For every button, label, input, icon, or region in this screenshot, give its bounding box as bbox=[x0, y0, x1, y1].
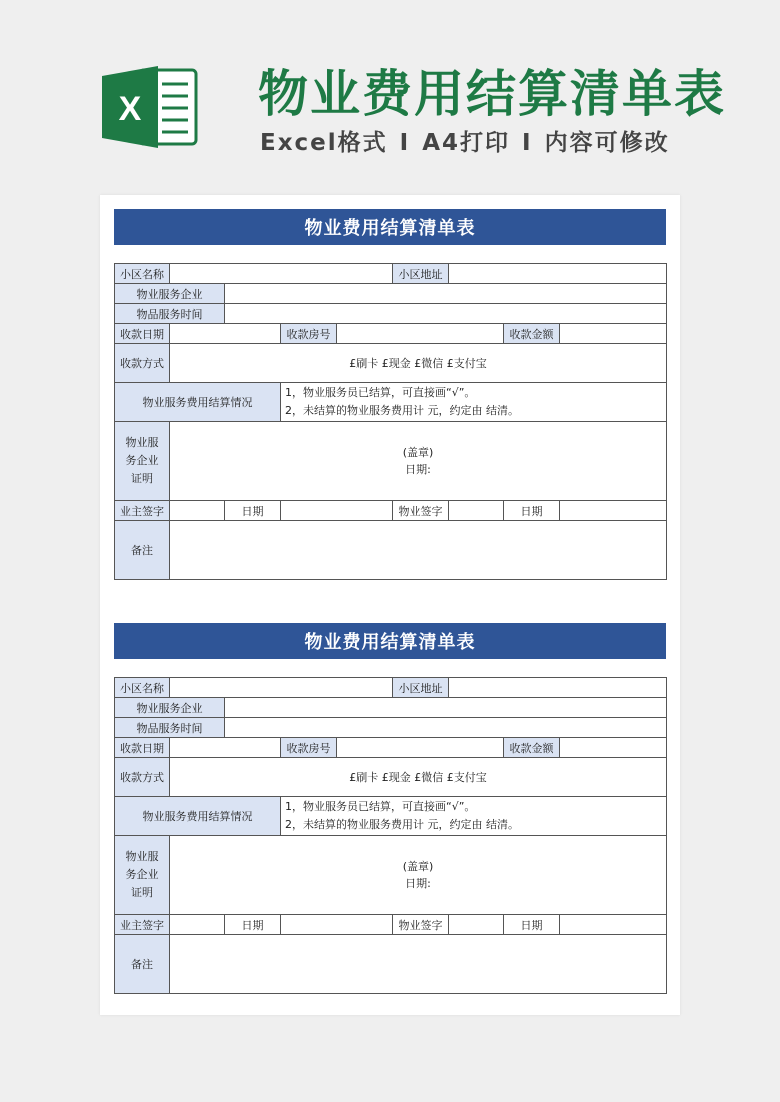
subtitle-print: A4打印 bbox=[422, 130, 511, 156]
community-address-cell[interactable] bbox=[449, 264, 667, 284]
company-proof-cell[interactable] bbox=[170, 422, 667, 501]
form-title: 物业费用结算清单表 bbox=[114, 209, 666, 245]
payment-method-label: 收款方式 bbox=[115, 758, 170, 797]
remarks-label: 备注 bbox=[115, 521, 170, 580]
page-title: 物业费用结算清单表 bbox=[258, 65, 726, 123]
collection-amount-cell[interactable] bbox=[560, 324, 667, 344]
table-row bbox=[115, 501, 667, 521]
stamp-text: (盖章) bbox=[402, 860, 434, 873]
table-row bbox=[115, 324, 667, 344]
settlement-table bbox=[114, 263, 667, 580]
property-date-cell[interactable] bbox=[560, 501, 667, 521]
remarks-cell[interactable] bbox=[170, 521, 667, 580]
table-row bbox=[115, 383, 667, 422]
payment-options[interactable]: £刷卡 £现金 £微信 £支付宝 bbox=[170, 758, 667, 797]
collection-date-label: 收款日期 bbox=[115, 324, 170, 344]
table-row bbox=[115, 915, 667, 935]
property-date-label: 日期 bbox=[504, 501, 560, 521]
settlement-form bbox=[114, 623, 666, 994]
service-period-label: 物品服务时间 bbox=[115, 304, 225, 324]
subtitle-format: Excel格式 bbox=[260, 130, 388, 156]
table-row bbox=[115, 304, 667, 324]
remarks-cell[interactable] bbox=[170, 935, 667, 994]
settlement-note-1: 1，物业服务员已结算，可直接画“√”。 bbox=[285, 386, 476, 399]
service-period-label: 物品服务时间 bbox=[115, 718, 225, 738]
service-period-cell[interactable] bbox=[225, 304, 667, 324]
table-row bbox=[115, 344, 667, 383]
settlement-form bbox=[114, 209, 666, 580]
page-subtitle bbox=[260, 124, 670, 157]
table-row bbox=[115, 698, 667, 718]
payment-method-label: 收款方式 bbox=[115, 344, 170, 383]
community-address-cell[interactable] bbox=[449, 678, 667, 698]
table-row bbox=[115, 836, 667, 915]
owner-sign-cell[interactable] bbox=[170, 501, 225, 521]
table-row bbox=[115, 718, 667, 738]
collection-date-cell[interactable] bbox=[170, 738, 281, 758]
company-proof-label: 物业服务企业证明 bbox=[115, 422, 170, 501]
company-proof-label: 物业服务企业证明 bbox=[115, 836, 170, 915]
table-row bbox=[115, 797, 667, 836]
owner-sign-cell[interactable] bbox=[170, 915, 225, 935]
table-row bbox=[115, 678, 667, 698]
logo-letter: X bbox=[118, 90, 142, 128]
collection-room-label: 收款房号 bbox=[281, 738, 337, 758]
property-sign-cell[interactable] bbox=[449, 501, 504, 521]
document-paper bbox=[100, 195, 680, 1015]
service-company-cell[interactable] bbox=[225, 698, 667, 718]
settlement-note-2: 2，未结算的物业服务费用计 元，约定由 结清。 bbox=[285, 818, 519, 831]
payment-options[interactable]: £刷卡 £现金 £微信 £支付宝 bbox=[170, 344, 667, 383]
owner-sign-label: 业主签字 bbox=[115, 915, 170, 935]
community-address-label: 小区地址 bbox=[393, 264, 449, 284]
property-sign-cell[interactable] bbox=[449, 915, 504, 935]
property-sign-label: 物业签字 bbox=[393, 501, 449, 521]
form-title: 物业费用结算清单表 bbox=[114, 623, 666, 659]
table-row bbox=[115, 935, 667, 994]
settlement-status-label: 物业服务费用结算情况 bbox=[115, 797, 281, 836]
collection-amount-cell[interactable] bbox=[560, 738, 667, 758]
settlement-note-1: 1，物业服务员已结算，可直接画“√”。 bbox=[285, 800, 476, 813]
stamp-date: 日期: bbox=[405, 877, 431, 890]
subtitle-editable: 内容可修改 bbox=[544, 130, 670, 156]
collection-amount-label: 收款金额 bbox=[504, 738, 560, 758]
settlement-notes[interactable] bbox=[281, 383, 667, 422]
company-proof-cell[interactable] bbox=[170, 836, 667, 915]
owner-date-label: 日期 bbox=[225, 501, 281, 521]
collection-room-cell[interactable] bbox=[337, 738, 504, 758]
community-name-label: 小区名称 bbox=[115, 264, 170, 284]
owner-date-cell[interactable] bbox=[281, 915, 393, 935]
owner-date-label: 日期 bbox=[225, 915, 281, 935]
property-date-label: 日期 bbox=[504, 915, 560, 935]
collection-amount-label: 收款金额 bbox=[504, 324, 560, 344]
settlement-notes[interactable] bbox=[281, 797, 667, 836]
service-period-cell[interactable] bbox=[225, 718, 667, 738]
excel-logo-icon bbox=[100, 62, 200, 152]
table-row bbox=[115, 422, 667, 501]
service-company-label: 物业服务企业 bbox=[115, 284, 225, 304]
stamp-text: (盖章) bbox=[402, 446, 434, 459]
table-row bbox=[115, 758, 667, 797]
collection-room-cell[interactable] bbox=[337, 324, 504, 344]
community-name-cell[interactable] bbox=[170, 678, 393, 698]
service-company-cell[interactable] bbox=[225, 284, 667, 304]
table-row bbox=[115, 284, 667, 304]
collection-room-label: 收款房号 bbox=[281, 324, 337, 344]
owner-sign-label: 业主签字 bbox=[115, 501, 170, 521]
settlement-note-2: 2，未结算的物业服务费用计 元，约定由 结清。 bbox=[285, 404, 519, 417]
collection-date-label: 收款日期 bbox=[115, 738, 170, 758]
table-row bbox=[115, 738, 667, 758]
property-sign-label: 物业签字 bbox=[393, 915, 449, 935]
settlement-table bbox=[114, 677, 667, 994]
table-row bbox=[115, 264, 667, 284]
service-company-label: 物业服务企业 bbox=[115, 698, 225, 718]
subtitle-separator: I bbox=[399, 130, 411, 156]
collection-date-cell[interactable] bbox=[170, 324, 281, 344]
subtitle-separator: I bbox=[522, 130, 533, 156]
community-name-label: 小区名称 bbox=[115, 678, 170, 698]
community-name-cell[interactable] bbox=[170, 264, 393, 284]
table-row bbox=[115, 521, 667, 580]
property-date-cell[interactable] bbox=[560, 915, 667, 935]
stamp-date: 日期: bbox=[405, 463, 431, 476]
owner-date-cell[interactable] bbox=[281, 501, 393, 521]
remarks-label: 备注 bbox=[115, 935, 170, 994]
settlement-status-label: 物业服务费用结算情况 bbox=[115, 383, 281, 422]
community-address-label: 小区地址 bbox=[393, 678, 449, 698]
